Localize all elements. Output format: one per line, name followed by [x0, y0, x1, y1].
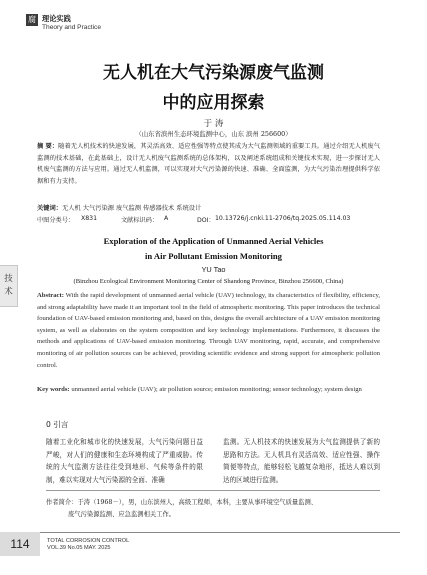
keywords-cn — [37, 203, 380, 212]
section-heading: 0 引言 — [46, 420, 69, 429]
abstract-en — [37, 290, 380, 371]
keywords-en-text: unmanned aerial vehicle (UAV); air pollution source; emission monitoring; sensor technology; system design — [71, 386, 362, 393]
section-label-en: Theory and Practice — [42, 24, 102, 31]
keywords-cn-text: 无人机 大气污染源 废气监测 传感器技术 系统设计 — [62, 205, 202, 212]
side-section-tab — [0, 265, 18, 307]
side-tab-char2: 术 — [4, 287, 13, 297]
section-label-cn: 理论实践 — [42, 14, 71, 23]
body-column-right: 监测。无人机技术的快速发展为大气监测提供了新的思路和方法。无人机具有灵活高效、适应性强、操作简便等特点，能够轻松飞越复杂地形，抵达人难以到达的区域进行监测。 — [223, 438, 380, 484]
journal-name: TOTAL CORROSION CONTROL — [47, 538, 130, 544]
author-footnote — [46, 490, 380, 521]
doi-value: 10.13726/j.cnki.11-2706/tq.2025.05.114.03 — [215, 215, 351, 222]
footnote-line2: 废气污染源监测、应急监测相关工作。 — [68, 511, 176, 519]
clc-label: 中图分类号： — [37, 217, 75, 224]
title-en-line1: Exploration of the Application of Unmanned Aerial Vehicles — [103, 236, 324, 246]
side-tab-char1: 技 — [4, 274, 13, 284]
doc-code-label: 文献标识码： — [121, 217, 159, 224]
journal-issue: VOL.39 No.05 MAY. 2025 — [47, 545, 111, 551]
affiliation-en: (Binzhou Ecological Environment Monitoring Center of Shandong Province, Binzhou 256600, China) — [73, 278, 344, 285]
keywords-en-label: Key words: — [37, 386, 70, 393]
page-number: 114 — [0, 532, 40, 556]
doi-label: DOI： — [197, 217, 215, 224]
abstract-en-text: With the rapid development of unmanned aerial vehicle (UAV) technology, its characteristics of flexibility, efficiency, and strong adaptability have made it an important tool in the field of atmospheric monitoring. This paper introduces the technical foundation of UAV-based emission monitoring and, based on this, designs the overall architecture of a UAV emission monitoring system, as well as elaborates on the system composition and key technology implementations. Furthermore, it discusses the methods and applications of UAV-based emission monitoring. Through UAV monitoring, rapid, accurate, and comprehensive monitoring of air pollution sources can be achieved, providing scientific evidence and strong support for atmospheric pollution control. — [37, 292, 380, 369]
footnote-line1: 作者简介：于涛（1968－），男，山东滨州人，高级工程师，本科，主要从事环境空气质量监测、 — [46, 499, 318, 506]
title-cn-line2: 中的应用探索 — [162, 93, 265, 113]
footer-divider — [40, 532, 400, 533]
title-en-line2: in Air Pollutant Emission Monitoring — [145, 251, 282, 261]
keywords-en — [37, 384, 380, 396]
abstract-en-label: Abstract: — [37, 292, 64, 299]
author-en: YU Tao — [201, 265, 226, 274]
title-cn-line1: 无人机在大气污染源废气监测 — [103, 63, 324, 83]
author-cn: 于 涛 — [203, 119, 224, 129]
abstract-cn-text: 随着无人机技术的快速发展，其灵活高效、适应性强等特点使其成为大气监测领域的重要工具。通过介绍无人机废气监测的技术基础，在此基础上，设计无人机废气监测系统的总体架构，以及阐述系统组成和关键技术实现，进一步探讨无人机废气监测的方法与应用。通过无人机监测，可以实现对大气污染源的快速、准确、全面监测，为大气污染治理提供科学依据和有力支持。 — [37, 143, 380, 185]
journal-logo: 腐 — [28, 15, 36, 24]
doc-code-value: A — [164, 215, 169, 222]
clc-value: X831 — [81, 215, 98, 222]
abstract-cn — [37, 141, 380, 187]
keywords-cn-label: 关键词： — [37, 205, 62, 212]
abstract-cn-label: 摘 要： — [37, 143, 59, 150]
body-column-left: 随着工业化和城市化的快速发展，大气污染问题日益严峻，对人们的健康和生态环境构成了严重威胁。传统的大气监测方法往往受到地形、气候等条件的限制，难以实现对大气污染源的全面、准确 — [46, 438, 203, 484]
affiliation-cn: （山东省滨州生态环境监测中心，山东 滨州 256600） — [135, 130, 292, 138]
